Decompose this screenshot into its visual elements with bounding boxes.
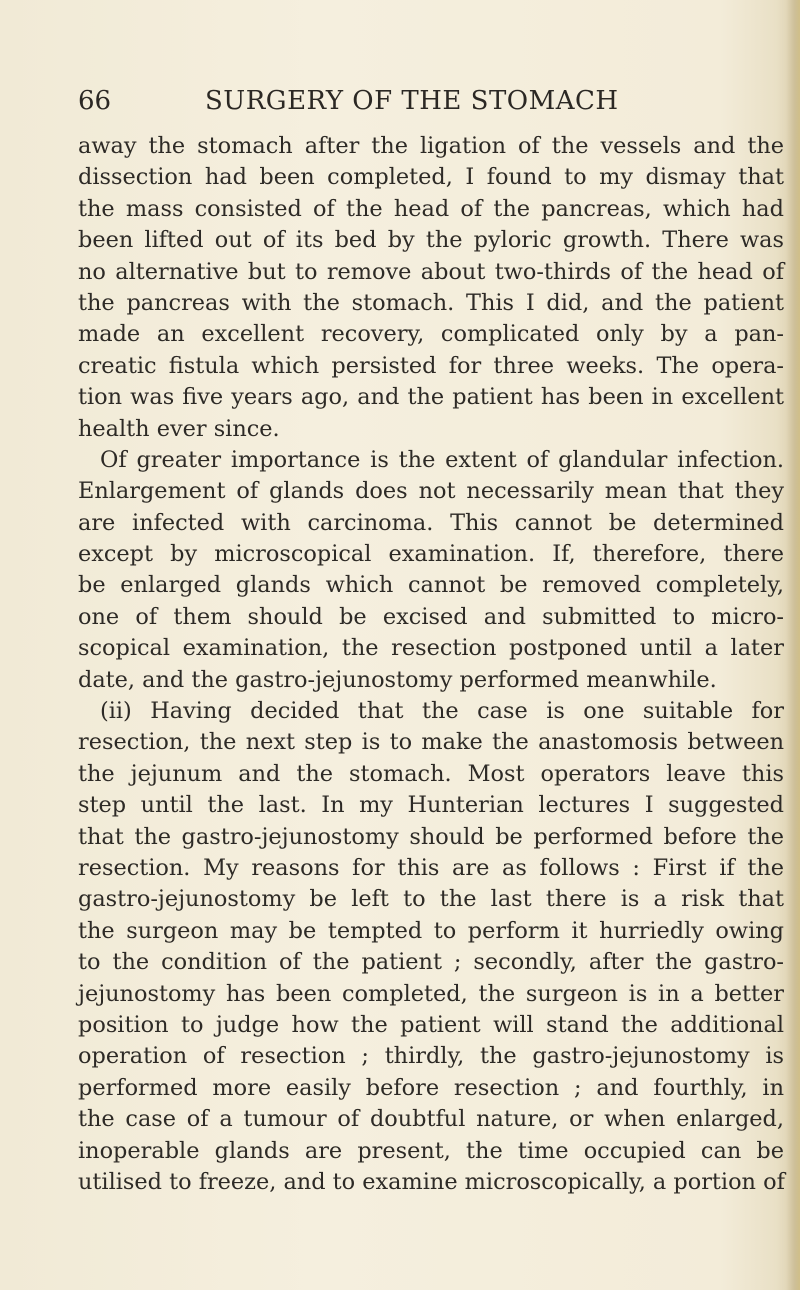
paragraph xyxy=(78,445,784,696)
text-line: scopical examination, the resection postponed until a later xyxy=(78,635,784,662)
text-line: away the stomach after the ligation of the vessels and the xyxy=(78,133,784,159)
text-line: performed more easily before resection ; and fourthly, in xyxy=(78,1074,784,1101)
text-line: step until the last. In my Hunterian lectures I suggested xyxy=(78,792,784,819)
text-line: Enlargement of glands does not necessarily mean that they xyxy=(78,478,784,505)
text-line: tion was five years ago, and the patient has been in excellent xyxy=(78,384,784,411)
running-head: SURGERY OF THE STOMACH xyxy=(205,86,619,116)
text-line: the surgeon may be tempted to perform it hurriedly owing xyxy=(78,917,784,944)
text-line: jejunostomy has been completed, the surgeon is in a better xyxy=(78,980,784,1007)
text-line: the mass consisted of the head of the pancreas, which had xyxy=(78,195,784,222)
paragraph xyxy=(78,696,784,1198)
text-line: utilised to freeze, and to examine microscopically, a portion of xyxy=(78,1168,785,1195)
text-line: no alternative but to remove about two-thirds of the head of xyxy=(78,258,784,285)
text-line: dissection had been completed, I found to my dismay that xyxy=(78,164,784,191)
text-line: position to judge how the patient will stand the additional xyxy=(78,1011,784,1038)
text-line: resection. My reasons for this are as follows : First if the xyxy=(78,854,784,881)
text-line: that the gastro-jejunostomy should be performed before the xyxy=(78,823,784,850)
text-line: date, and the gastro-jejunostomy performed meanwhile. xyxy=(78,666,717,693)
text-line: except by microscopical examination. If, therefore, there xyxy=(78,541,784,568)
text-line: inoperable glands are present, the time occupied can be xyxy=(78,1137,784,1164)
text-line: Of greater importance is the extent of glandular infection. xyxy=(100,446,784,473)
text-line: (ii) Having decided that the case is one suitable for xyxy=(100,698,784,725)
text-line: gastro-jejunostomy be left to the last there is a risk that xyxy=(78,886,784,913)
text-line: health ever since. xyxy=(78,415,280,442)
text-line: made an excellent recovery, complicated only by a pan- xyxy=(78,321,784,348)
text-line: resection, the next step is to make the anastomosis between xyxy=(78,729,784,756)
text-line: been lifted out of its bed by the pyloric growth. There was xyxy=(78,227,784,254)
text-line: are infected with carcinoma. This cannot be determined xyxy=(78,509,784,536)
text-line: the case of a tumour of doubtful nature, or when enlarged, xyxy=(78,1106,784,1133)
page-header xyxy=(0,86,800,126)
text-line: operation of resection ; thirdly, the gastro-jejunostomy is xyxy=(78,1043,784,1070)
text-line: the pancreas with the stomach. This I did, and the patient xyxy=(78,289,784,316)
page-number: 66 xyxy=(78,86,112,116)
text-line: to the condition of the patient ; secondly, after the gastro- xyxy=(78,949,784,976)
text-line: one of them should be excised and submitted to micro- xyxy=(78,603,784,630)
text-line: creatic fistula which persisted for three weeks. The opera- xyxy=(78,352,784,379)
text-line: the jejunum and the stomach. Most operators leave this xyxy=(78,760,784,787)
body-text xyxy=(78,131,784,1198)
page-edge-shadow xyxy=(786,0,800,1290)
paragraph xyxy=(78,131,784,445)
text-line: be enlarged glands which cannot be removed completely, xyxy=(78,572,784,599)
